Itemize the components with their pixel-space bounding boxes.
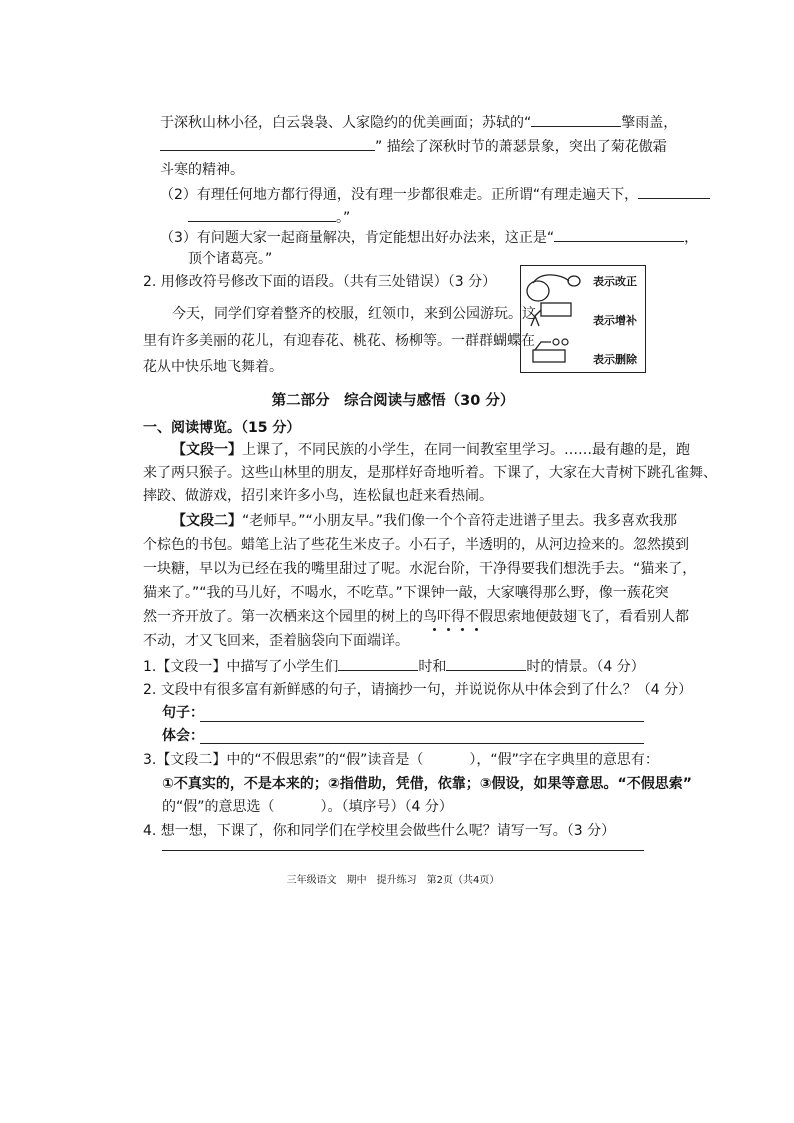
paragraph-line: 【文段一】上课了，不同民族的小学生，在同一间教室里学习。……最有趣的是，跑	[172, 442, 690, 458]
answer-blank[interactable]	[638, 184, 710, 199]
question-2-line: 。”	[188, 207, 350, 228]
legend-correct-label: 表示改正	[593, 275, 637, 288]
paragraph-line: 来了两只猴子。这些山林里的朋友，是那样好奇地听着。下课了，大家在大青树下跳孔雀舞、	[143, 465, 717, 481]
paragraph-line: 今天，同学们穿着整齐的校服，红领巾，来到公园游玩。这	[172, 306, 536, 322]
paragraph-line: 花从中快乐地飞舞着。	[143, 359, 283, 375]
question-3-line: （3）有问题大家一起商量解决，肯定能想出好办法来，这正是“ ，	[160, 227, 698, 248]
question-title: 2. 用修改符号修改下面的语段。（共有三处错误）（3 分）	[143, 274, 497, 290]
paragraph-line: 【文段二】“老师早。”“小朋友早。”我们像一个个音符走进谱子里去。我多喜欢我那	[172, 513, 678, 529]
paragraph-line: 里有许多美丽的花儿，有迎春花、桃花、杨柳等。一群群蝴蝶在	[143, 333, 535, 349]
paragraph-line: 不动，才又飞回来，歪着脑袋向下面端详。	[143, 633, 409, 649]
emphasis-dot	[447, 628, 450, 631]
question-3-answer: 的“假”的意思选（ ）。（填序号）（4 分）	[162, 799, 453, 815]
correction-symbol-legend	[520, 265, 646, 373]
legend-insert-label: 表示增补	[593, 314, 637, 327]
question-1: 1.【文段一】中描写了小学生们 时和 时的情景。（4 分）	[143, 656, 645, 677]
text-line: 顶个诸葛亮。”	[188, 251, 273, 267]
text-line: 于深秋山林小径，白云袅袅、人家隐约的优美画面；苏轼的“ 擎雨盖，	[160, 112, 677, 133]
answer-blank[interactable]	[531, 112, 621, 127]
sentence-label: 句子：	[162, 705, 204, 721]
answer-blank[interactable]	[554, 227, 684, 242]
question-4: 4. 想一想，下课了，你和同学们在学校里会做些什么呢？请写一写。（3 分）	[143, 823, 616, 839]
feeling-label: 体会：	[162, 728, 204, 744]
question-3: 3.【文段二】中的“不假思索”的“假”读音是（ ），“假”字在字典里的意思有：	[143, 752, 659, 768]
emphasis-dot	[461, 628, 464, 631]
paragraph-line: 摔跤、做游戏，招引来许多小鸟，连松鼠也赶来看热闹。	[143, 488, 493, 504]
paragraph-line: 然一齐开放了。第一次栖来这个园里的树上的鸟吓得不假思索地便鼓翅飞了，看看别人都	[143, 609, 689, 625]
page-footer: 三年级语文 期中 提升练习 第2页（共4页）	[286, 875, 500, 886]
feeling-answer-line[interactable]	[200, 743, 644, 744]
definition-line: ①不真实的，不是本来的；②指借助，凭借，依靠；③假设，如果等意思。“不假思索”	[162, 776, 692, 792]
answer-blank[interactable]	[160, 136, 375, 151]
text-line: ” 描绘了深秋时节的萧瑟景象，突出了菊花傲霜	[160, 136, 667, 157]
paragraph-line: 一块糖，早以为已经在我的嘴里甜过了呢。水泥台阶，干净得要我们想洗手去。“猫来了，	[143, 561, 697, 577]
question-2: 2. 文段中有很多富有新鲜感的句子，请摘抄一句，并说说你从中体会到了什么？（4 分）	[143, 682, 693, 698]
section-title: 第二部分 综合阅读与感悟（30 分）	[271, 393, 515, 409]
emphasis-dot	[475, 628, 478, 631]
answer-blank[interactable]	[338, 656, 418, 671]
text-line: 斗寒的精神。	[160, 162, 244, 178]
sentence-answer-line[interactable]	[200, 721, 644, 722]
answer-blank[interactable]	[446, 656, 526, 671]
answer-blank[interactable]	[188, 207, 336, 222]
paragraph-line: 个棕色的书包。蜡笔上沾了些花生米皮子。小石子，半透明的，从河边捡来的。忽然摸到	[143, 537, 689, 553]
paragraph-line: 猫来了。”“我的马儿好，不喝水，不吃草。”下课钟一敲，大家嚷得那么野，像一蔟花突	[143, 585, 669, 601]
emphasis-dot	[433, 628, 436, 631]
question-2-line: （2）有理任何地方都行得通，没有理一步都很难走。正所谓“有理走遍天下，	[160, 184, 710, 205]
section-heading: 一、阅读博览。（15 分）	[143, 420, 301, 436]
question-4-answer-line[interactable]	[162, 850, 644, 851]
legend-delete-label: 表示删除	[593, 353, 637, 366]
